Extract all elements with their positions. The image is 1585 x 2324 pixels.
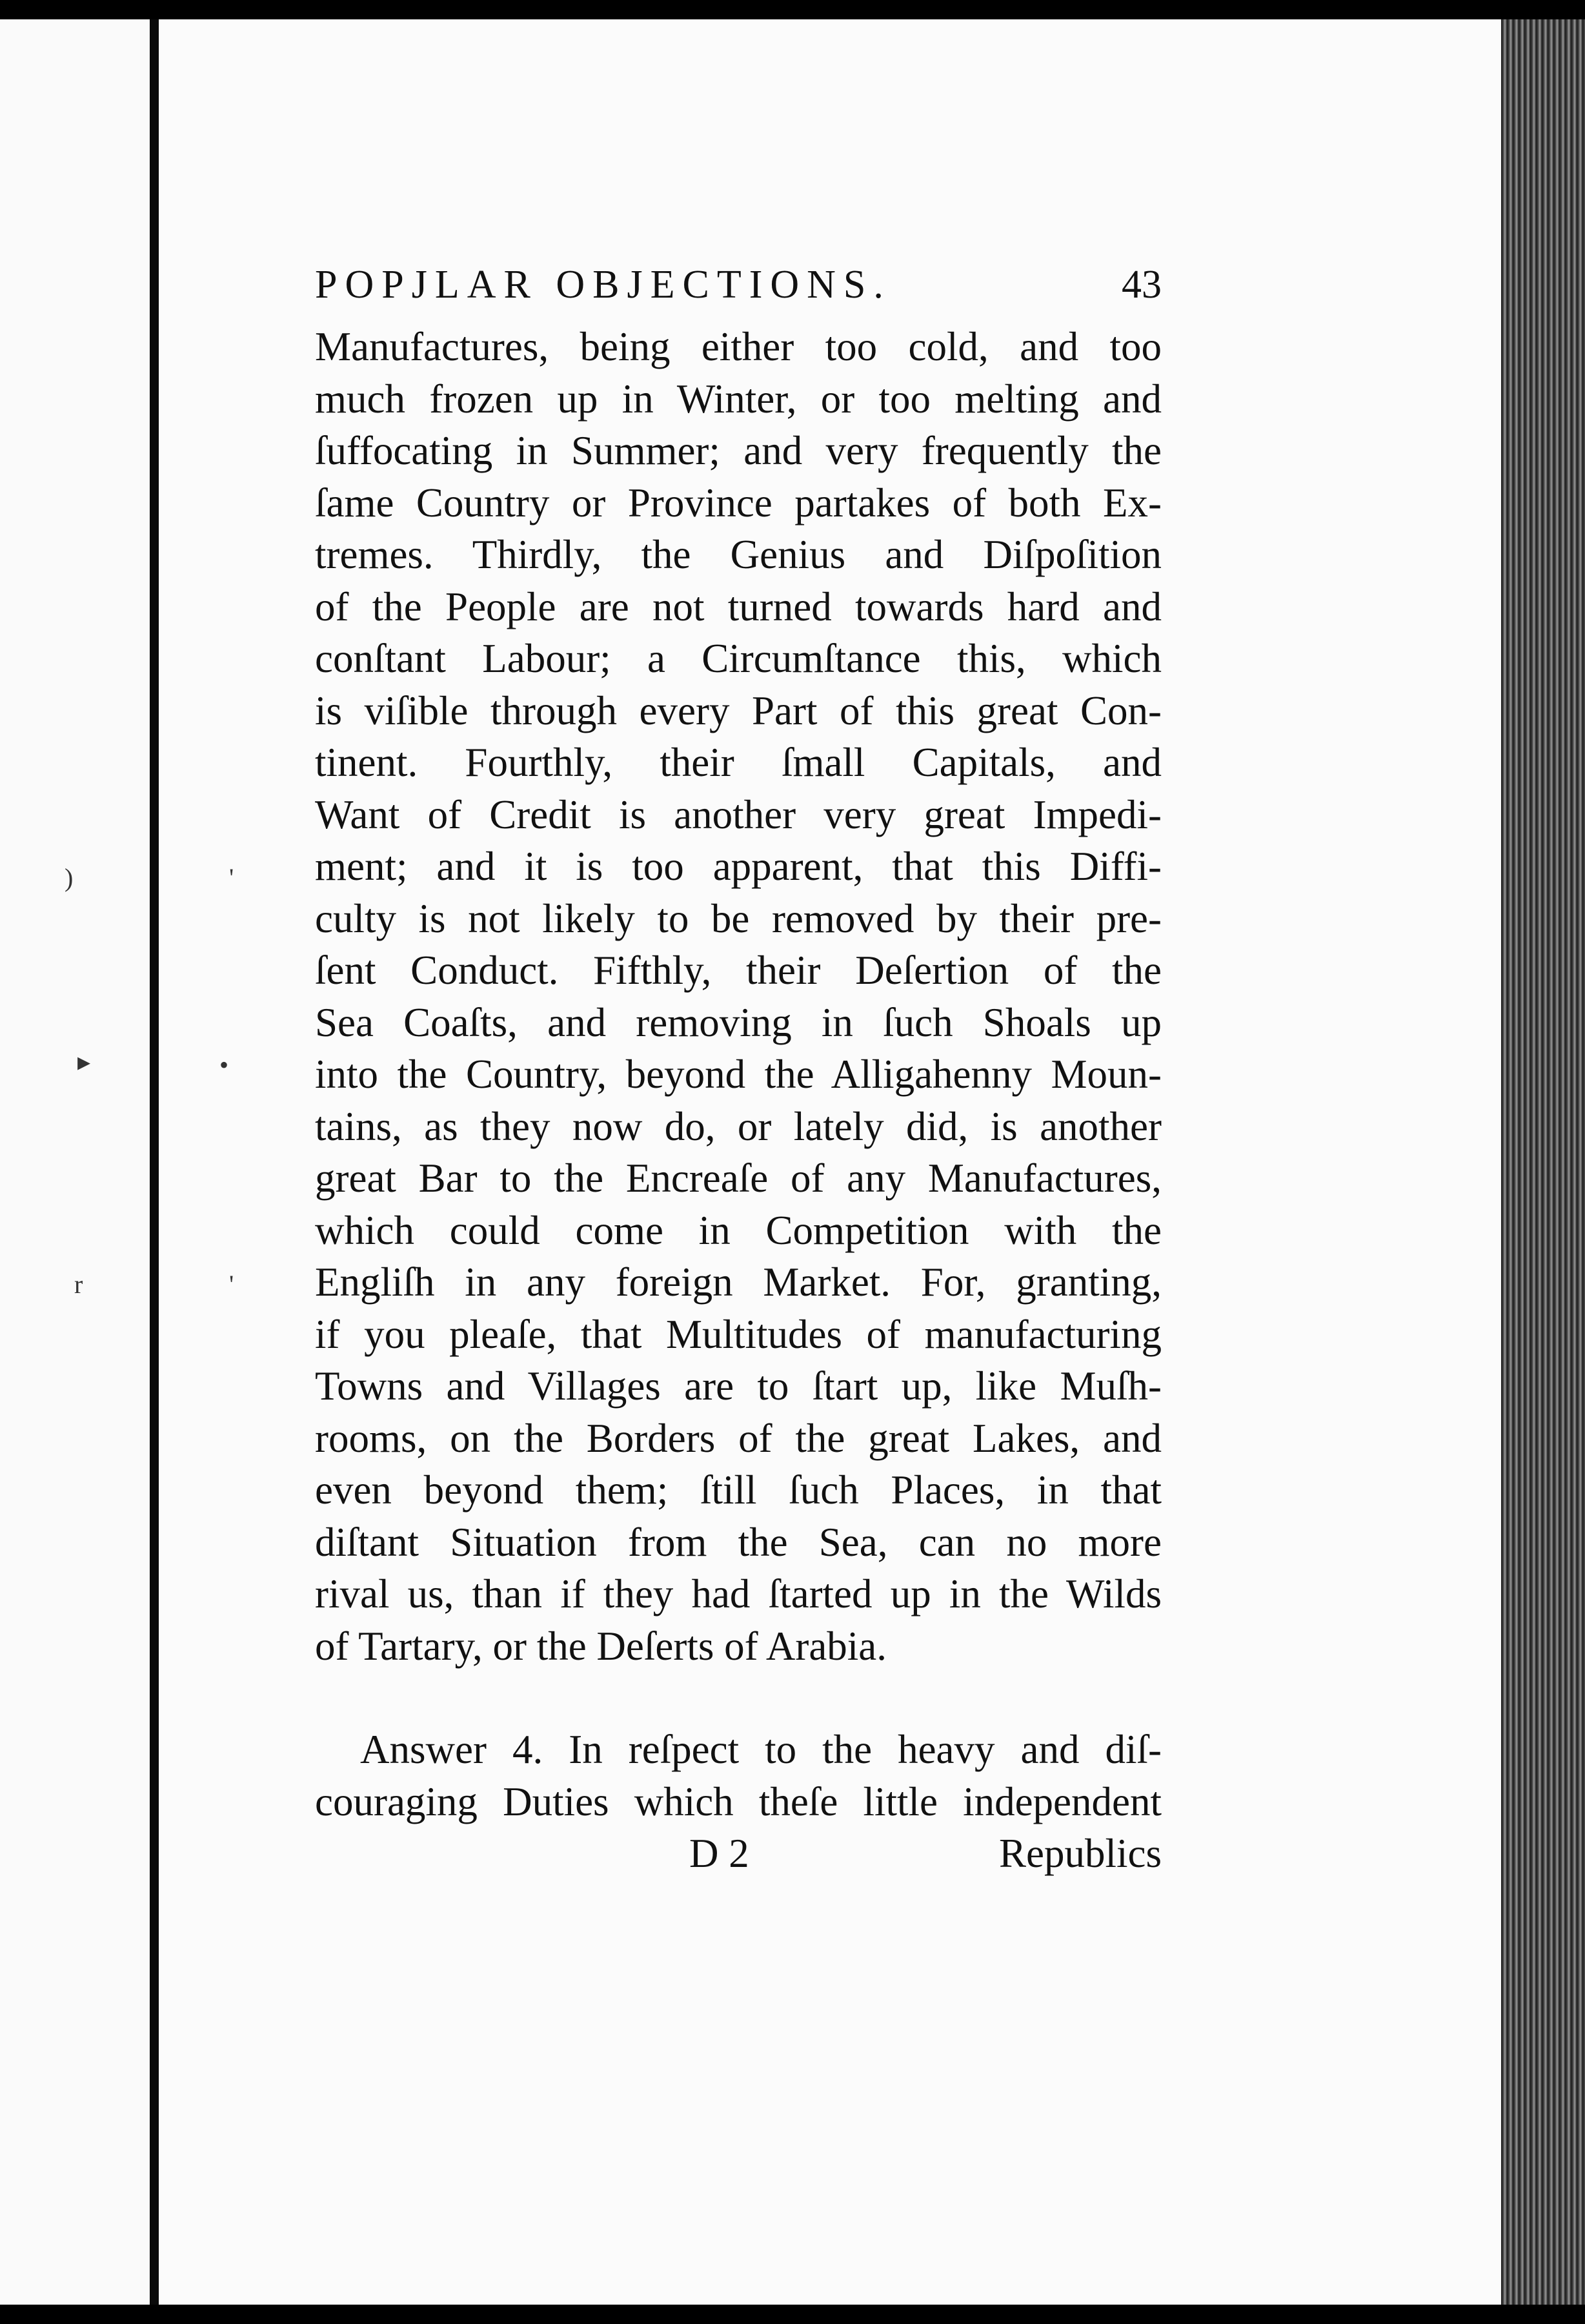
- text-line: Engliſh in any foreign Market. For, granting,: [315, 1259, 1162, 1305]
- text-line: of the People are not turned towards hard and: [315, 584, 1162, 629]
- page-number: 43: [1122, 263, 1162, 307]
- book-gutter: [150, 19, 159, 2305]
- text-line: ſuffocating in Summer; and very frequently the: [315, 428, 1162, 473]
- text-line: tains, as they now do, or lately did, is another: [315, 1103, 1162, 1149]
- margin-mark: •: [219, 1050, 229, 1079]
- catchword: Republics: [999, 1831, 1162, 1876]
- margin-mark: ): [65, 863, 74, 892]
- text-line: ment; and it is too apparent, that this Diffi-: [315, 844, 1162, 889]
- text-line: which could come in Competition with the: [315, 1207, 1162, 1253]
- text-line: tremes. Thirdly, the Genius and Diſpoſition: [315, 532, 1162, 577]
- text-line: into the Country, beyond the Alligahenny Moun-: [315, 1052, 1162, 1097]
- running-head: [315, 255, 1162, 314]
- margin-mark: ': [229, 1270, 234, 1299]
- margin-mark: r: [74, 1270, 83, 1299]
- page-stack-edge: [1501, 0, 1585, 2324]
- page-footer: [315, 1828, 1162, 1880]
- page-text-block: [315, 255, 1162, 1880]
- text-line: even beyond them; ſtill ſuch Places, in that: [315, 1467, 1162, 1513]
- text-line: culty is not likely to be removed by their pre-: [315, 895, 1162, 941]
- text-line: diſtant Situation from the Sea, can no more: [315, 1519, 1162, 1565]
- scan-top-border: [0, 0, 1585, 19]
- text-line: Manufactures, being either too cold, and too: [315, 324, 1162, 369]
- paragraph: [315, 321, 1162, 1672]
- text-line: rooms, on the Borders of the great Lakes, and: [315, 1415, 1162, 1461]
- text-line: ſent Conduct. Fifthly, their Deſertion of the: [315, 948, 1162, 993]
- text-line: of Tartary, or the Deſerts of Arabia.: [315, 1623, 887, 1669]
- text-line: much frozen up in Winter, or too melting and: [315, 376, 1162, 422]
- text-line: ſame Country or Province partakes of both Ex-: [315, 480, 1162, 525]
- text-line: tinent. Fourthly, their ſmall Capitals, and: [315, 740, 1162, 785]
- running-head-title: POPJLAR OBJECTIONS.: [315, 263, 891, 307]
- text-line: Answer 4. In reſpect to the heavy and diſ-: [360, 1727, 1162, 1772]
- left-facing-page-edge: [0, 0, 150, 2324]
- text-line: conſtant Labour; a Circumſtance this, which: [315, 636, 1162, 681]
- text-line: Sea Coaſts, and removing in ſuch Shoals up: [315, 999, 1162, 1045]
- margin-mark: ▸: [77, 1047, 91, 1076]
- text-line: is viſible through every Part of this great Con-: [315, 688, 1162, 733]
- margin-mark: ': [229, 863, 234, 892]
- signature-mark: D 2: [689, 1831, 749, 1876]
- text-line: rival us, than if they had ſtarted up in the Wilds: [315, 1571, 1162, 1616]
- scan-bottom-border: [0, 2305, 1585, 2324]
- text-line: great Bar to the Encreaſe of any Manufactures,: [315, 1156, 1162, 1201]
- text-line: Want of Credit is another very great Impedi-: [315, 791, 1162, 837]
- text-line: couraging Duties which theſe little independent: [315, 1779, 1162, 1824]
- answer-paragraph: [315, 1724, 1162, 1828]
- text-line: Towns and Villages are to ſtart up, like Muſh-: [315, 1363, 1162, 1409]
- text-line: if you pleaſe, that Multitudes of manufacturing: [315, 1311, 1162, 1357]
